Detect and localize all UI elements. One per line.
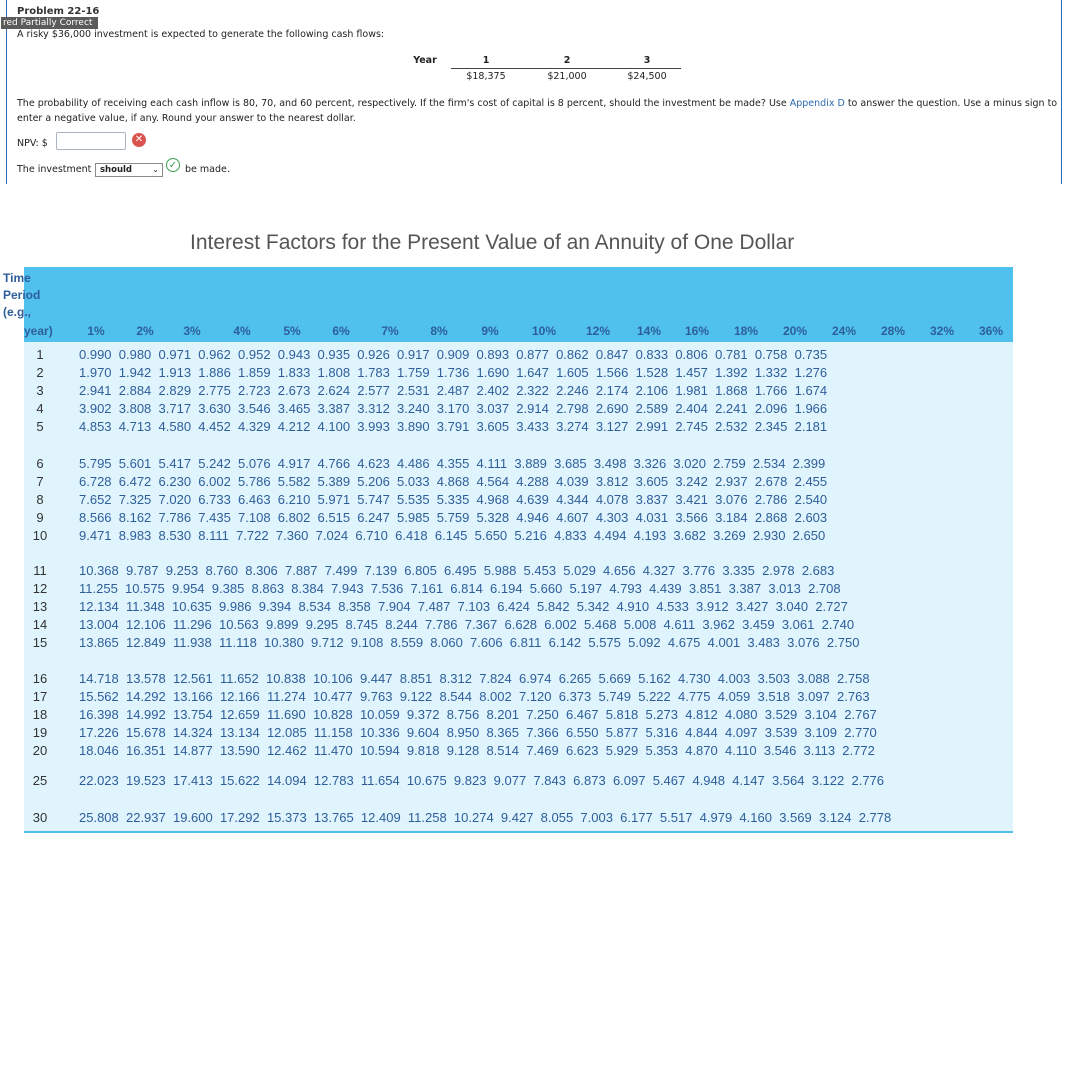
period-cell: 20 (32, 743, 48, 758)
period-cell: 18 (32, 707, 48, 722)
table-row (24, 742, 1013, 760)
factor-values: 13.865 12.849 11.938 11.118 10.380 9.712 9.108 8.559 8.060 7.606 6.811 6.142 5.575 5.092 4.675 4.001 3.483 3.076 2.750 (79, 635, 860, 650)
table-row (24, 634, 1013, 652)
factor-values: 10.368 9.787 9.253 8.760 8.306 7.887 7.499 7.139 6.805 6.495 5.988 5.453 5.029 4.656 4.327 3.776 3.335 2.978 2.683 (79, 563, 835, 578)
factor-values: 12.134 11.348 10.635 9.986 9.394 8.534 8.358 7.904 7.487 7.103 6.424 5.842 5.342 4.910 4.533 3.912 3.427 3.040 2.727 (79, 599, 848, 614)
period-header-line: (e.g., (3, 305, 32, 319)
rate-header: 20% (782, 324, 808, 338)
table-row (24, 382, 1013, 400)
table-row (24, 706, 1013, 724)
table-row (24, 418, 1013, 436)
table-row (24, 772, 1013, 790)
appendix-d-link[interactable]: Appendix D (789, 98, 845, 109)
period-cell: 2 (36, 365, 44, 380)
factor-values: 0.990 0.980 0.971 0.962 0.952 0.943 0.935 0.926 0.917 0.909 0.893 0.877 0.862 0.847 0.833 0.806 0.781 0.758 0.735 (79, 347, 828, 362)
rate-header: 4% (233, 324, 251, 338)
rate-header: 1% (87, 324, 105, 338)
factor-values: 8.566 8.162 7.786 7.435 7.108 6.802 6.515 6.247 5.985 5.759 5.328 4.946 4.607 4.303 4.031 3.566 3.184 2.868 2.603 (79, 510, 828, 525)
period-cell: 30 (32, 810, 48, 825)
rate-header: 12% (585, 324, 611, 338)
rate-header: 8% (430, 324, 448, 338)
factor-values: 14.718 13.578 12.561 11.652 10.838 10.106 9.447 8.851 8.312 7.824 6.974 6.265 5.669 5.162 4.730 4.003 3.503 3.088 2.758 (79, 671, 870, 686)
investment-label: The investment (17, 164, 92, 175)
rate-header: 28% (880, 324, 906, 338)
rate-header: 24% (831, 324, 857, 338)
rate-header: 14% (636, 324, 662, 338)
rate-header: 2% (136, 324, 154, 338)
factor-values: 22.023 19.523 17.413 15.622 14.094 12.783 11.654 10.675 9.823 9.077 7.843 6.873 6.097 5.467 4.948 4.147 3.564 3.122 2.776 (79, 773, 885, 788)
question-text-part2: to answer the question. Use a minus sign to enter a negative value, if any. Round your answer to the nearest dollar. (17, 98, 1058, 124)
factor-values: 9.471 8.983 8.530 8.111 7.722 7.360 7.024 6.710 6.418 6.145 5.650 5.216 4.833 4.494 4.193 3.682 3.269 2.930 2.650 (79, 528, 826, 543)
period-header-line: year) (24, 324, 53, 338)
rate-header: 36% (978, 324, 1004, 338)
table-row (24, 509, 1013, 527)
rate-header: 16% (684, 324, 710, 338)
period-cell: 7 (36, 474, 44, 489)
investment-select-value: should (100, 165, 132, 175)
correct-check-icon: ✓ (166, 158, 180, 172)
factor-values: 3.902 3.808 3.717 3.630 3.546 3.465 3.387 3.312 3.240 3.170 3.037 2.914 2.798 2.690 2.589 2.404 2.241 2.096 1.966 (79, 401, 828, 416)
factor-values: 4.853 4.713 4.580 4.452 4.329 4.212 4.100 3.993 3.890 3.791 3.605 3.433 3.274 3.127 2.991 2.745 2.532 2.345 2.181 (79, 419, 828, 434)
factor-values: 15.562 14.292 13.166 12.166 11.274 10.477 9.763 9.122 8.544 8.002 7.120 6.373 5.749 5.222 4.775 4.059 3.518 3.097 2.763 (79, 689, 870, 704)
period-cell: 9 (36, 510, 44, 525)
period-header-line: Time (3, 271, 31, 285)
period-cell: 19 (32, 725, 48, 740)
table-row (24, 400, 1013, 418)
period-cell: 5 (36, 419, 44, 434)
rate-header: 3% (183, 324, 201, 338)
period-header-line: Period (3, 288, 41, 302)
rate-header: 10% (531, 324, 557, 338)
period-cell: 1 (36, 347, 44, 362)
factor-values: 18.046 16.351 14.877 13.590 12.462 11.470 10.594 9.818 9.128 8.514 7.469 6.623 5.929 5.353 4.870 4.110 3.546 3.113 2.772 (79, 743, 875, 758)
factor-values: 6.728 6.472 6.230 6.002 5.786 5.582 5.389 5.206 5.033 4.868 4.564 4.288 4.039 3.812 3.605 3.242 2.937 2.678 2.455 (79, 474, 828, 489)
period-cell: 13 (32, 599, 48, 614)
chevron-down-icon: ⌄ (152, 165, 159, 174)
table-row (24, 616, 1013, 634)
rate-header-row (24, 324, 1013, 342)
rate-header: 5% (283, 324, 301, 338)
period-cell: 16 (32, 671, 48, 686)
status-badge: red Partially Correct (1, 17, 98, 29)
period-cell: 15 (32, 635, 48, 650)
period-cell: 25 (32, 773, 48, 788)
factor-values: 13.004 12.106 11.296 10.563 9.899 9.295 8.745 8.244 7.786 7.367 6.628 6.002 5.468 5.008 4.611 3.962 3.459 3.061 2.740 (79, 617, 855, 632)
problem-intro: A risky $36,000 investment is expected to generate the following cash flows: (17, 29, 385, 40)
appendix-title: Interest Factors for the Present Value of an Annuity of One Dollar (190, 231, 795, 254)
table-row (24, 670, 1013, 688)
cash-flow-2: $21,000 (521, 69, 613, 85)
rate-header: 6% (332, 324, 350, 338)
cash-flow-table (399, 53, 681, 84)
table-row (24, 580, 1013, 598)
period-cell: 17 (32, 689, 48, 704)
period-cell: 10 (32, 528, 48, 543)
factor-values: 17.226 15.678 14.324 13.134 12.085 11.158 10.336 9.604 8.950 8.365 7.366 6.550 5.877 5.316 4.844 4.097 3.539 3.109 2.770 (79, 725, 877, 740)
period-cell: 11 (33, 563, 47, 578)
table-row (24, 688, 1013, 706)
problem-panel (3, 0, 1062, 184)
year-2: 2 (563, 55, 571, 66)
factor-values: 25.808 22.937 19.600 17.292 15.373 13.765 12.409 11.258 10.274 9.427 8.055 7.003 6.177 5.517 4.979 4.160 3.569 3.124 2.778 (79, 810, 892, 825)
table-row (24, 809, 1013, 827)
npv-label: NPV: $ (17, 138, 48, 149)
cash-flow-1: $18,375 (451, 69, 521, 85)
rate-header: 7% (381, 324, 399, 338)
table-row (24, 598, 1013, 616)
year-1: 1 (482, 55, 490, 66)
rate-header: 32% (929, 324, 955, 338)
period-header (3, 270, 63, 321)
table-row (24, 473, 1013, 491)
incorrect-x-icon: ✕ (132, 133, 146, 147)
factor-values: 11.255 10.575 9.954 9.385 8.863 8.384 7.943 7.536 7.161 6.814 6.194 5.660 5.197 4.793 4.439 3.851 3.387 3.013 2.708 (79, 581, 841, 596)
cash-flow-3: $24,500 (613, 69, 681, 85)
question-text-part1: The probability of receiving each cash inflow is 80, 70, and 60 percent, respectively. If the firm's cost of capital is 8 percent, should the investment be made? Use (17, 98, 790, 109)
factor-values: 1.970 1.942 1.913 1.886 1.859 1.833 1.808 1.783 1.759 1.736 1.690 1.647 1.605 1.566 1.528 1.457 1.392 1.332 1.276 (79, 365, 828, 380)
year-3: 3 (643, 55, 651, 66)
rate-header: 9% (481, 324, 499, 338)
table-row (24, 724, 1013, 742)
factor-values: 16.398 14.992 13.754 12.659 11.690 10.828 10.059 9.372 8.756 8.201 7.250 6.467 5.818 5.273 4.812 4.080 3.529 3.104 2.767 (79, 707, 877, 722)
table-row (24, 527, 1013, 545)
period-cell: 4 (36, 401, 44, 416)
factor-values: 5.795 5.601 5.417 5.242 5.076 4.917 4.766 4.623 4.486 4.355 4.111 3.889 3.685 3.498 3.326 3.020 2.759 2.534 2.399 (79, 456, 826, 471)
period-cell: 8 (36, 492, 44, 507)
table-row (24, 346, 1013, 364)
table-row (24, 562, 1013, 580)
period-cell: 14 (32, 617, 48, 632)
be-made-label: be made. (185, 164, 230, 175)
question-text (17, 96, 1063, 126)
factor-values: 2.941 2.884 2.829 2.775 2.723 2.673 2.624 2.577 2.531 2.487 2.402 2.322 2.246 2.174 2.106 1.981 1.868 1.766 1.674 (79, 383, 828, 398)
period-cell: 6 (36, 456, 44, 471)
npv-input[interactable] (56, 132, 126, 150)
year-label: Year (413, 55, 437, 67)
rate-header: 18% (733, 324, 759, 338)
table-row (24, 364, 1013, 382)
problem-title: Problem 22-16 (17, 6, 100, 17)
table-row (24, 491, 1013, 509)
table-row (24, 455, 1013, 473)
investment-select[interactable] (95, 163, 163, 177)
period-cell: 3 (36, 383, 44, 398)
factor-values: 7.652 7.325 7.020 6.733 6.463 6.210 5.971 5.747 5.535 5.335 4.968 4.639 4.344 4.078 3.837 3.421 3.076 2.786 2.540 (79, 492, 828, 507)
period-cell: 12 (32, 581, 48, 596)
